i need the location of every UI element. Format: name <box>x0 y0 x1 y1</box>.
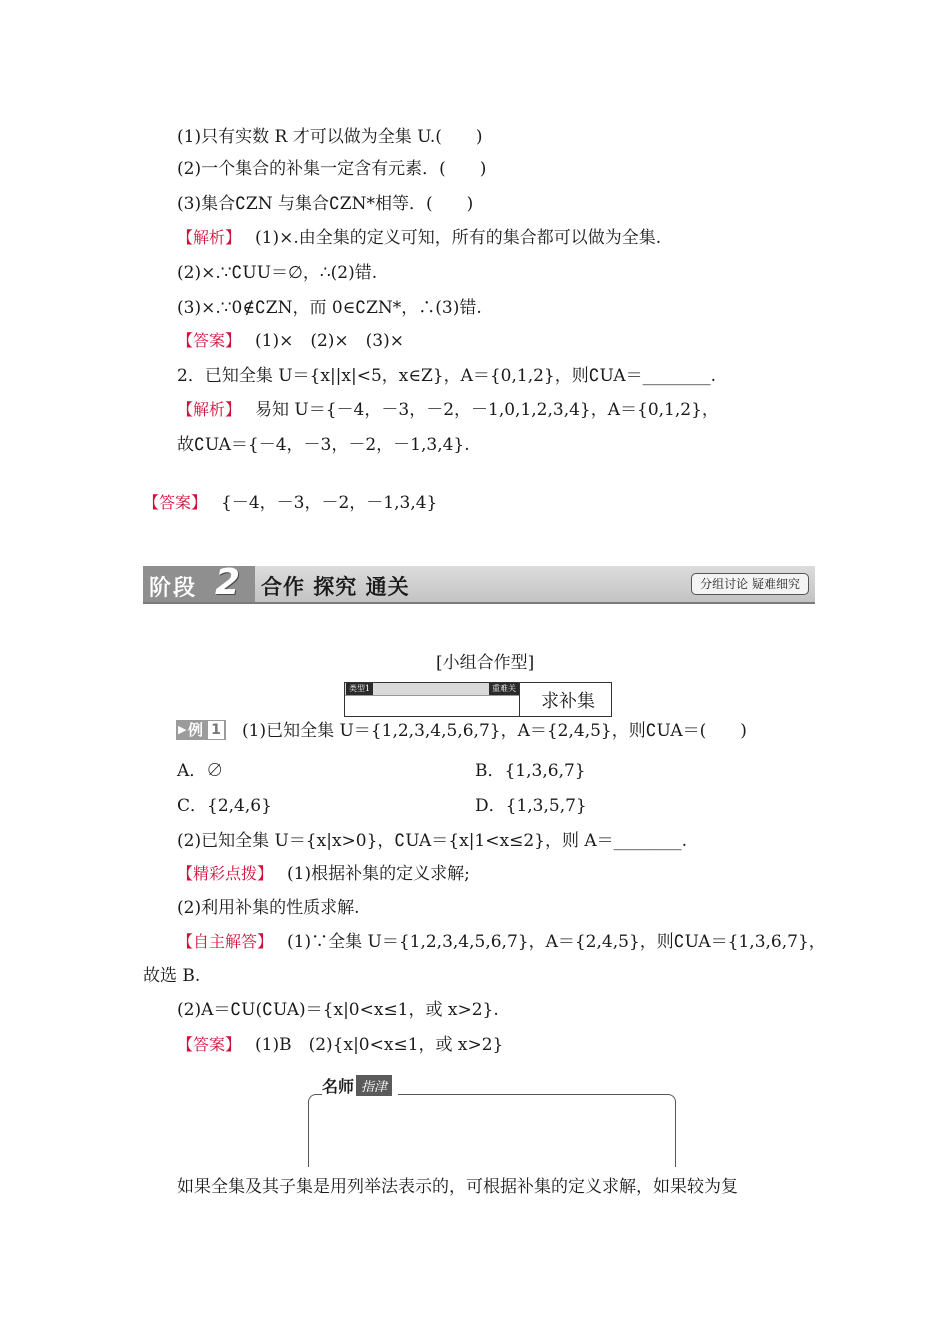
example-answer-line <box>177 1034 503 1056</box>
self-answer-tag: 【自主解答】 <box>177 932 274 951</box>
type-name: 求补集 <box>541 691 595 712</box>
analysis-tag-2: 【解析】 <box>177 400 242 419</box>
stage-label <box>143 562 255 603</box>
analysis-tag: 【解析】 <box>177 228 242 247</box>
example-question-2: (2)已知全集 U＝{x|x>0}，∁UA＝{x|1<x≤2}，则 A＝________. <box>177 831 688 851</box>
highlight-line-1 <box>177 863 470 885</box>
tip-header <box>322 1074 398 1098</box>
problem-2-analysis <box>177 399 719 421</box>
problem-2-answer <box>143 492 437 514</box>
example-question-1: (1)已知全集 U＝{1,2,3,4,5,6,7}，A＝{2,4,5}，则∁UA＝( ) <box>242 721 747 741</box>
example-answer-tag: 【答案】 <box>177 1035 242 1054</box>
analysis-text-1: (1)×.由全集的定义可知，所有的集合都可以做为全集. <box>255 228 662 248</box>
answer-text-1: (1)× (2)× (3)× <box>255 331 404 351</box>
example-word: 例 <box>188 721 204 739</box>
problem-2-analysis-text: 易知 U＝{－4，－3，－2，－1,0,1,2,3,4}，A＝{0,1,2}， <box>255 400 719 420</box>
example-answer-text: (1)B (2){x|0<x≤1，或 x>2} <box>255 1035 504 1055</box>
answer-line-1 <box>177 330 404 352</box>
option-a: A．∅ <box>177 761 224 781</box>
answer-tag: 【答案】 <box>177 331 242 350</box>
self-answer-text-1: (1)∵全集 U＝{1,2,3,4,5,6,7}，A＝{2,4,5}，则∁UA＝{1,3,6,7}， <box>287 932 826 952</box>
self-answer-line-2: (2)A＝∁U(∁UA)＝{x|0<x≤1，或 x>2}. <box>177 1000 499 1020</box>
type-box <box>344 682 612 717</box>
stage-number: 2 <box>215 562 241 603</box>
highlight-text-1: (1)根据补集的定义求解; <box>287 864 470 884</box>
group-label: [小组合作型] <box>436 653 535 673</box>
tip-header-badge: 指津 <box>356 1075 392 1096</box>
question-3: (3)集合∁ZN 与集合∁ZN*相等．( ) <box>177 194 474 214</box>
example-number: 1 <box>208 721 224 739</box>
tip-text: 如果全集及其子集是用列举法表示的，可根据补集的定义求解，如果较为复 <box>177 1177 738 1197</box>
question-1: (1)只有实数 R 才可以做为全集 U.( ) <box>177 127 483 147</box>
self-answer-line-1b: 故选 B. <box>143 966 201 986</box>
option-d: D．{1,3,5,7} <box>475 796 587 816</box>
highlight-tag: 【精彩点拨】 <box>177 864 274 883</box>
tip-frame <box>308 1094 676 1167</box>
stage-banner <box>143 562 815 604</box>
problem-2: 2．已知全集 U＝{x||x|<5，x∈Z}，A＝{0,1,2}，则∁UA＝________. <box>177 366 717 386</box>
option-b: B．{1,3,6,7} <box>475 761 586 781</box>
analysis-line-1 <box>177 227 661 249</box>
play-icon: ▶ <box>178 723 187 736</box>
problem-2-conclusion: 故∁UA＝{－4，－3，－2，－1,3,4}. <box>177 435 470 455</box>
option-c: C．{2,4,6} <box>177 796 272 816</box>
analysis-line-2: (2)×.∵∁UU＝∅，∴(2)错. <box>177 263 378 283</box>
answer-tag-2: 【答案】 <box>143 493 208 512</box>
type-level-label: 重难关 <box>489 683 519 695</box>
type-strip <box>345 683 519 696</box>
example-marker <box>176 720 226 740</box>
stage-subtitle-badge: 分组讨论 疑难细究 <box>691 573 809 595</box>
problem-2-answer-text: {－4，－3，－2，－1,3,4} <box>221 493 438 513</box>
stage-title: 合作 探究 通关 <box>261 575 410 599</box>
tip-header-main: 名师 <box>322 1077 355 1096</box>
type-number-label: 类型1 <box>346 683 373 695</box>
analysis-line-3: (3)×.∵0∉∁ZN，而 0∈∁ZN*，∴(3)错. <box>177 298 482 318</box>
stage-word: 阶段 <box>149 576 198 601</box>
type-divider <box>519 683 520 716</box>
highlight-line-2: (2)利用补集的性质求解. <box>177 898 360 918</box>
teacher-tip-box <box>308 1074 676 1166</box>
self-answer-line-1 <box>177 931 826 953</box>
question-2: (2)一个集合的补集一定含有元素．( ) <box>177 159 487 179</box>
